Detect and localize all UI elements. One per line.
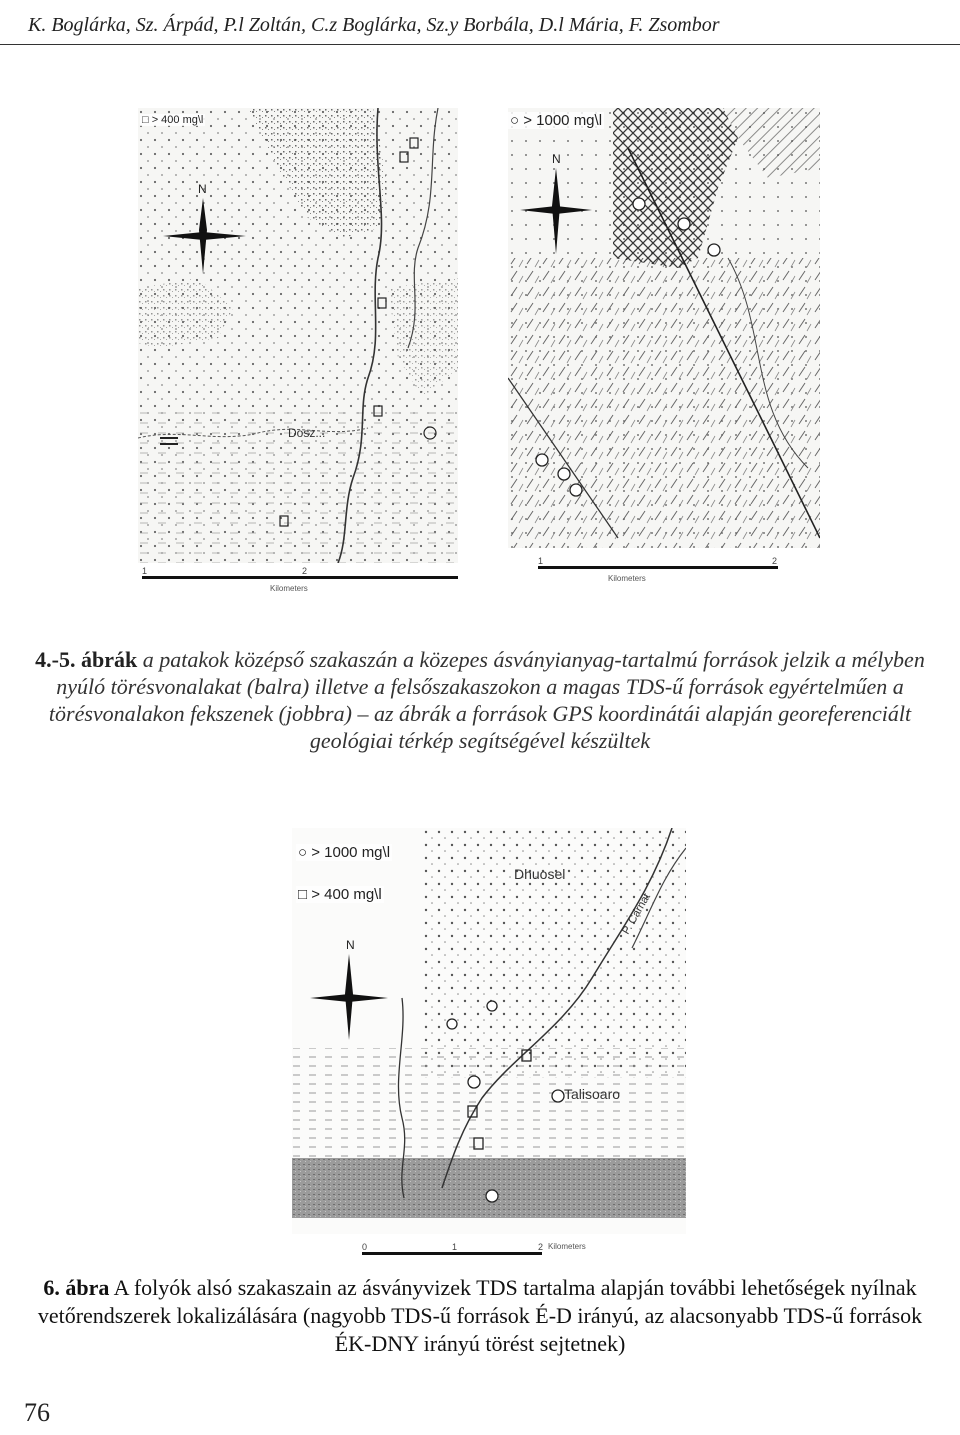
page-number: 76	[24, 1398, 50, 1427]
figure-4-scale-tick-1: 1	[142, 566, 148, 576]
figure-6-north-label: N	[346, 938, 355, 952]
figure-4-scalebar	[142, 566, 458, 598]
figure-6-scale-bar	[362, 1252, 542, 1255]
figure-4-5-caption-lead: 4.-5. ábrák	[35, 647, 138, 672]
figure-5-scale-tick-2: 2	[772, 556, 778, 566]
figure-6-scale-unit: Kilometers	[548, 1242, 586, 1251]
figure-4-north-arrow	[158, 182, 248, 276]
header-rule	[0, 44, 960, 45]
figure-6-scale-tick-0: 0	[362, 1242, 368, 1252]
compass-icon	[158, 196, 248, 276]
figure-4-place-label: Dosz...	[288, 426, 326, 440]
figure-4-5-caption	[30, 646, 930, 754]
figure-6-caption-text: A folyók alsó szakaszain az ásványvizek TDS tartalma alapján további lehetőségek nyílnak vetőrendszerek lokalizálására (nagyobb TDS-ű források É-D irányú, az alacsonyabb TDS-ű források ÉK-DNY irányú törést sejtetnek)	[37, 1275, 923, 1356]
figure-6-place-label-mid: Talisoaro	[564, 1086, 621, 1102]
figure-5-scale-unit: Kilometers	[608, 574, 646, 583]
figure-5-scalebar	[538, 556, 778, 588]
figure-5-scale-bar	[538, 566, 778, 569]
figure-6-caption	[30, 1274, 930, 1358]
figure-6-north-arrow	[306, 938, 392, 1042]
figure-6-scale-tick-2: 2	[538, 1242, 544, 1252]
figure-4-north-label: N	[198, 182, 207, 196]
figure-6-scale-tick-1: 1	[452, 1242, 458, 1252]
compass-icon	[306, 952, 392, 1042]
figure-4-scale-tick-2: 2	[302, 566, 308, 576]
figure-4-scale-unit: Kilometers	[270, 584, 308, 593]
running-header: K. Boglárka, Sz. Árpád, P.l Zoltán, C.z Boglárka, Sz.y Borbála, D.l Mária, F. Zsombor	[28, 14, 720, 36]
figure-6-place-label-top: Dhuosel	[514, 866, 566, 882]
figure-4-legend: □ > 400 mg\l	[142, 114, 204, 126]
figure-6-map	[292, 828, 686, 1234]
figure-4-map-drawing	[138, 108, 458, 563]
figure-6-scalebar	[362, 1242, 586, 1274]
figure-6-river-label: P. Carnat	[620, 891, 653, 937]
figure-5-north-arrow	[516, 152, 596, 256]
compass-icon	[516, 166, 596, 256]
figure-5-map	[508, 108, 820, 548]
figure-6-legend-high: ○ > 1000 mg\l	[298, 844, 391, 861]
figure-4-map	[138, 108, 458, 563]
figure-5-north-label: N	[552, 152, 561, 166]
figure-5-legend: ○ > 1000 mg\l	[510, 112, 603, 129]
figure-6-caption-lead: 6. ábra	[43, 1275, 110, 1300]
figure-5-scale-tick-1: 1	[538, 556, 544, 566]
figure-6-legend-low: □ > 400 mg\l	[298, 886, 382, 903]
figure-4-5-caption-text: a patakok középső szakaszán a közepes ásványianyag-tartalmú források jelzik a mélyben nyúló törésvonalakat (balra) illetve a felsőszakaszokon a magas TDS-ű források egyértelműen a törésvonalakon fekszenek (jobbra) – az ábrák a források GPS koordinátái alapján georeferenciált geológiai térkép segítségével készültek	[48, 647, 925, 753]
figure-4-scale-bar	[142, 576, 458, 579]
